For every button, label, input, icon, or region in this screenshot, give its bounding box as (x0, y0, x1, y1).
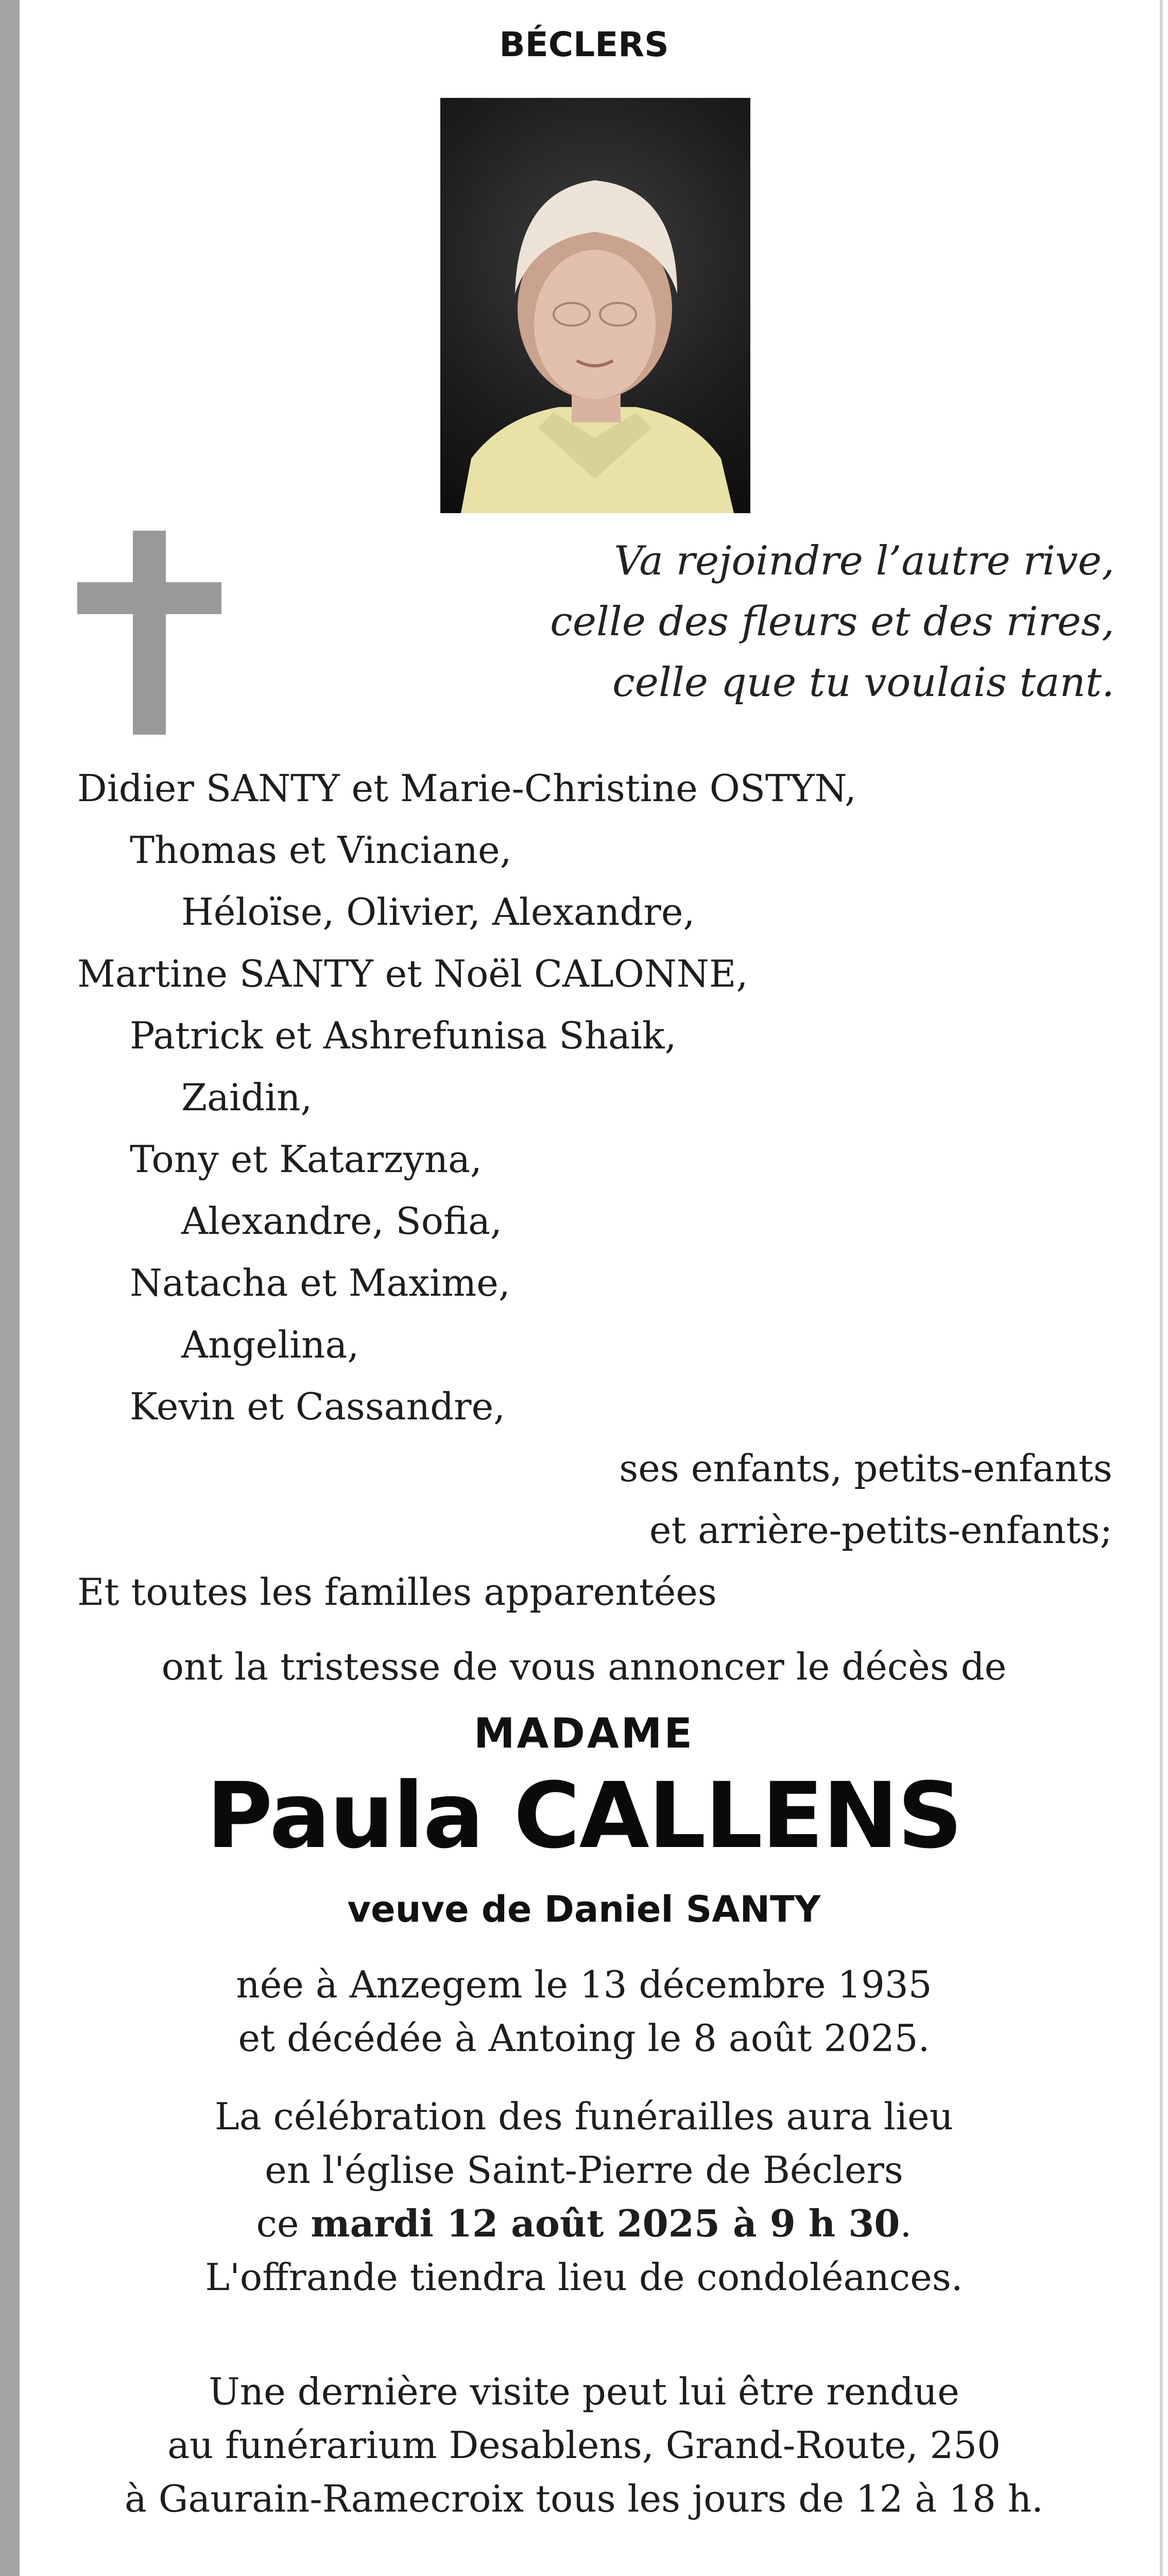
funeral-date-prefix: ce (256, 2202, 311, 2245)
right-border-rule (1160, 0, 1163, 2576)
family-line: Natacha et Maxime, (130, 1261, 510, 1304)
family-line: Héloïse, Olivier, Alexandre, (181, 890, 695, 934)
visit-line: Une dernière visite peut lui être rendue (209, 2370, 959, 2413)
quote-line: celle des fleurs et des rires, (550, 599, 1114, 645)
widow-of: veuve de Daniel SANTY (347, 1888, 821, 1930)
visit-block (77, 2365, 1091, 2526)
family-line: Tony et Katarzyna, (130, 1138, 482, 1181)
quote-verse (496, 531, 1114, 713)
descendants-line: ses enfants, petits-enfants (619, 1447, 1112, 1490)
funeral-block (77, 2090, 1091, 2304)
cross-horizontal-bar (77, 582, 221, 614)
family-line: Thomas et Vinciane, (130, 828, 512, 872)
left-border-rule (0, 0, 20, 2576)
visit-line: à Gaurain-Ramecroix tous les jours de 12 à 18 h. (125, 2477, 1043, 2520)
announcement: ont la tristesse de vous annoncer le décès de (161, 1645, 1007, 1688)
funeral-date-line (77, 2197, 1091, 2250)
relatives-line: Et toutes les familles apparentées (77, 1570, 717, 1614)
quote-line: Va rejoindre l’autre rive, (614, 538, 1114, 584)
family-line: Alexandre, Sofia, (181, 1199, 502, 1243)
cross-vertical-bar (133, 531, 166, 735)
funeral-line: en l'église Saint-Pierre de Béclers (265, 2148, 903, 2192)
family-line: Kevin et Cassandre, (130, 1385, 506, 1428)
deceased-name: Paula CALLENS (206, 1763, 962, 1869)
descendants-line: et arrière-petits-enfants; (649, 1509, 1112, 1552)
birth-death-block (77, 1958, 1091, 2065)
family-line: Zaidin, (181, 1076, 313, 1119)
cross-icon (77, 531, 221, 735)
death-line: et décédée à Antoing le 8 août 2025. (238, 2016, 930, 2060)
family-line: Martine SANTY et Noël CALONNE, (77, 952, 748, 995)
visit-line: au funérarium Desablens, Grand-Route, 250 (167, 2424, 1001, 2467)
funeral-date: mardi 12 août 2025 à 9 h 30 (311, 2201, 900, 2245)
village-heading: BÉCLERS (499, 25, 669, 64)
family-list (77, 757, 1112, 1623)
funeral-line: La célébration des funérailles aura lieu (214, 2095, 954, 2138)
family-line: Angelina, (181, 1323, 359, 1366)
funeral-line: L'offrande tiendra lieu de condoléances. (205, 2256, 963, 2299)
deceased-title: MADAME (473, 1709, 695, 1757)
family-line: Didier SANTY et Marie-Christine OSTYN, (77, 767, 856, 810)
portrait-photo (440, 98, 750, 513)
family-line: Patrick et Ashrefunisa Shaik, (130, 1014, 677, 1057)
birth-line: née à Anzegem le 13 décembre 1935 (236, 1963, 932, 2006)
quote-line: celle que tu voulais tant. (612, 659, 1114, 706)
funeral-date-suffix: . (900, 2202, 912, 2245)
